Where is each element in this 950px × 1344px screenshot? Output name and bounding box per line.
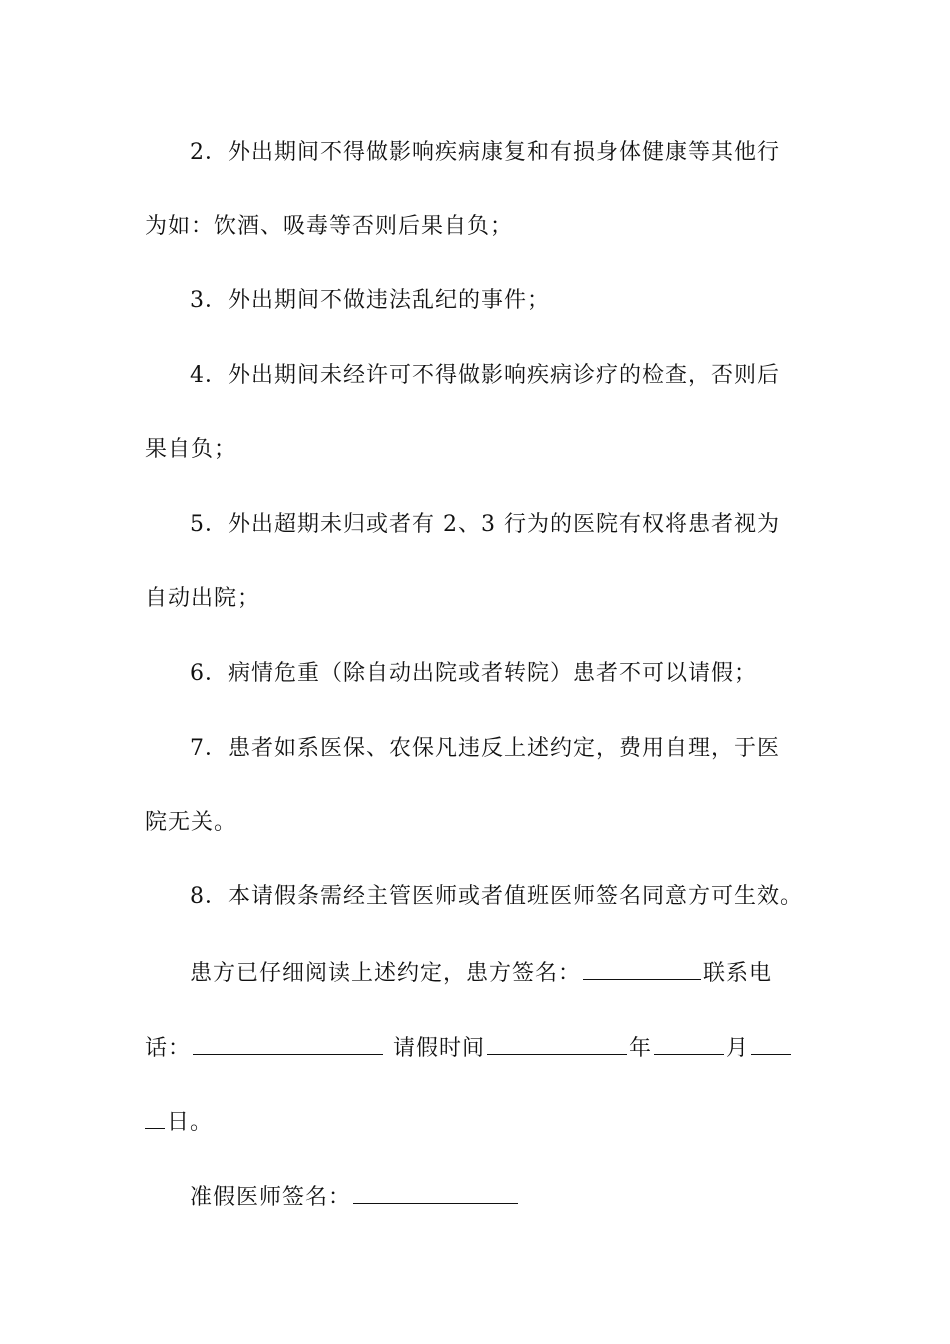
contact-label-part1: 联系电 — [703, 961, 773, 986]
item-6: 6．病情危重（除自动出院或者转院）患者不可以请假； — [190, 661, 757, 686]
year-label: 年 — [629, 1036, 653, 1061]
patient-signature-line — [190, 957, 772, 989]
item-4-line-1: 4．外出期间未经许可不得做影响疾病诊疗的检查，否则后 — [190, 363, 780, 388]
item-5-line-1: 5．外出超期未归或者有 2、3 行为的医院有权将患者视为 — [190, 512, 780, 537]
day-line — [145, 1106, 213, 1138]
item-2-line-1: 2．外出期间不得做影响疾病康复和有损身体健康等其他行 — [190, 140, 780, 165]
doctor-signature-field[interactable] — [353, 1181, 518, 1204]
item-3: 3．外出期间不做违法乱纪的事件； — [190, 288, 550, 313]
doctor-sign-label: 准假医师签名： — [190, 1185, 352, 1210]
doctor-signature-line — [190, 1181, 520, 1213]
leave-month-field[interactable] — [654, 1032, 724, 1055]
leave-day-field-end[interactable] — [145, 1106, 165, 1129]
item-5-line-2: 自动出院； — [145, 586, 261, 611]
item-7-line-1: 7．患者如系医保、农保凡违反上述约定，费用自理，于医 — [190, 736, 780, 761]
contact-leave-time-line — [145, 1032, 793, 1064]
item-2-line-2: 为如：饮酒、吸毒等否则后果自负； — [145, 214, 514, 239]
leave-year-field[interactable] — [487, 1032, 627, 1055]
item-4-line-2: 果自负； — [145, 437, 238, 462]
contact-label-part2: 话： — [145, 1036, 192, 1061]
contact-phone-field[interactable] — [193, 1032, 383, 1055]
item-7-line-2: 院无关。 — [145, 810, 238, 835]
day-label: 日。 — [167, 1110, 214, 1135]
item-8: 8．本请假条需经主管医师或者值班医师签名同意方可生效。 — [190, 884, 803, 909]
patient-sign-label: 患方已仔细阅读上述约定，患方签名： — [190, 961, 582, 986]
leave-day-field-start[interactable] — [751, 1032, 791, 1055]
leave-time-label: 请假时间 — [393, 1036, 486, 1061]
patient-signature-field[interactable] — [583, 957, 701, 980]
month-label: 月 — [726, 1036, 750, 1061]
